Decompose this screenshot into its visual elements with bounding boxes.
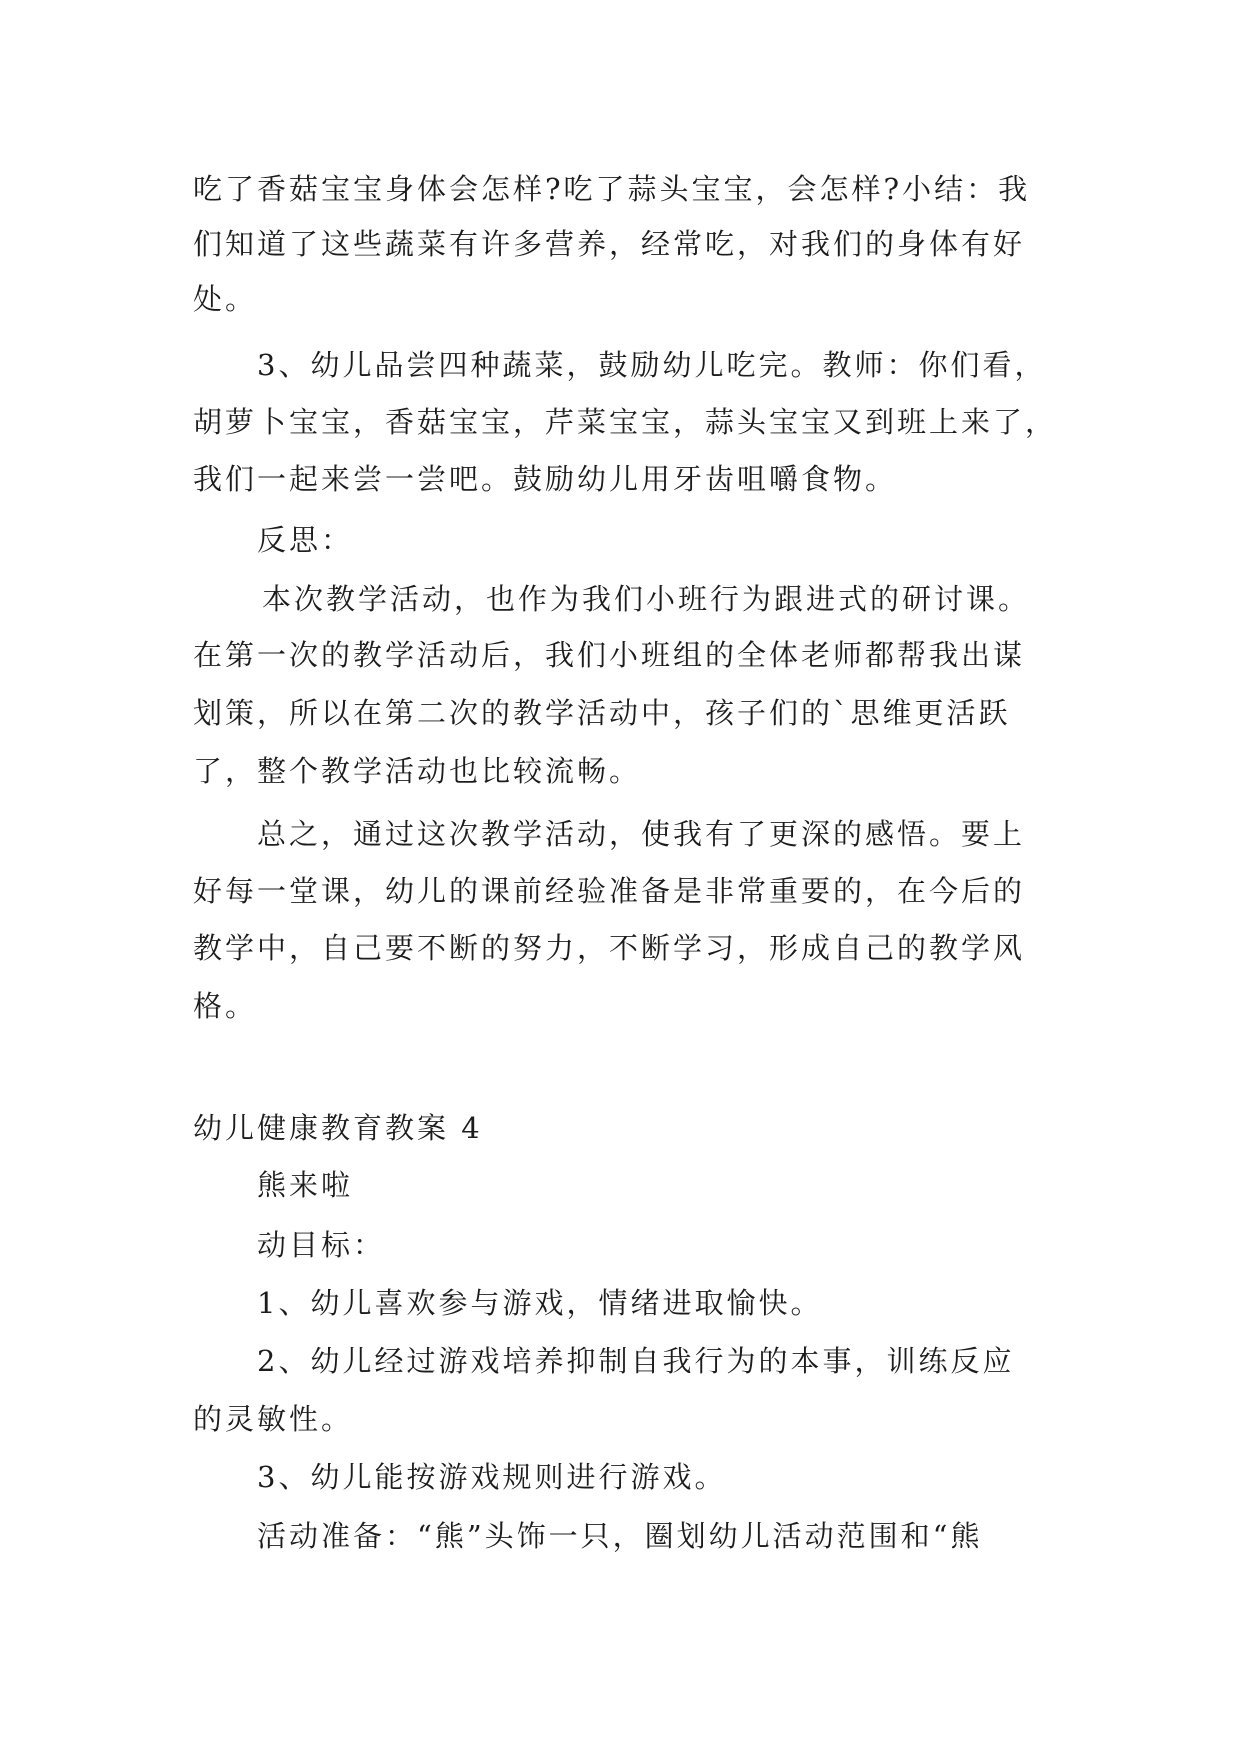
lesson-title: 熊来啦 (257, 1168, 354, 1202)
reflection-label: 反思： (257, 523, 354, 557)
text-line: 吃了香菇宝宝身体会怎样?吃了蒜头宝宝，会怎样?小结：我 (193, 172, 1031, 206)
text-line: 划策，所以在第二次的教学活动中，孩子们的`思维更活跃 (193, 696, 1011, 730)
text-line: 胡萝卜宝宝，香菇宝宝，芹菜宝宝，蒜头宝宝又到班上来了， (193, 405, 1058, 439)
text-line: 3、幼儿品尝四种蔬菜，鼓励幼儿吃完。教师：你们看， (257, 348, 1047, 382)
text-line: 1、幼儿喜欢参与游戏，情绪进取愉快。 (257, 1286, 823, 1320)
text-line: 处。 (193, 282, 258, 316)
text-line: 格。 (193, 989, 258, 1023)
text-line: 教学中，自己要不断的努力，不断学习，形成自己的教学风 (193, 931, 1026, 965)
text-line: 们知道了这些蔬菜有许多营养，经常吃，对我们的身体有好 (193, 227, 1026, 261)
text-line: 在第一次的教学活动后，我们小班组的全体老师都帮我出谋 (193, 638, 1026, 672)
section-heading: 幼儿健康教育教案 4 (193, 1111, 483, 1145)
text-line: 3、幼儿能按游戏规则进行游戏。 (257, 1460, 727, 1494)
text-line: 活动准备：“熊”头饰一只，圈划幼儿活动范围和“熊 (257, 1519, 983, 1553)
text-line: 我们一起来尝一尝吧。鼓励幼儿用牙齿咀嚼食物。 (193, 462, 898, 496)
text-line: 总之，通过这次教学活动，使我有了更深的感悟。要上 (257, 817, 1026, 851)
text-line: 动目标： (257, 1228, 386, 1262)
text-line: 好每一堂课，幼儿的课前经验准备是非常重要的，在今后的 (193, 874, 1026, 908)
text-line: 了，整个教学活动也比较流畅。 (193, 754, 642, 788)
text-line: 2、幼儿经过游戏培养抑制自我行为的本事，训练反应 (257, 1344, 1015, 1378)
text-line: 的灵敏性。 (193, 1402, 354, 1436)
text-line: 本次教学活动，也作为我们小班行为跟进式的研讨课。 (262, 582, 1031, 616)
